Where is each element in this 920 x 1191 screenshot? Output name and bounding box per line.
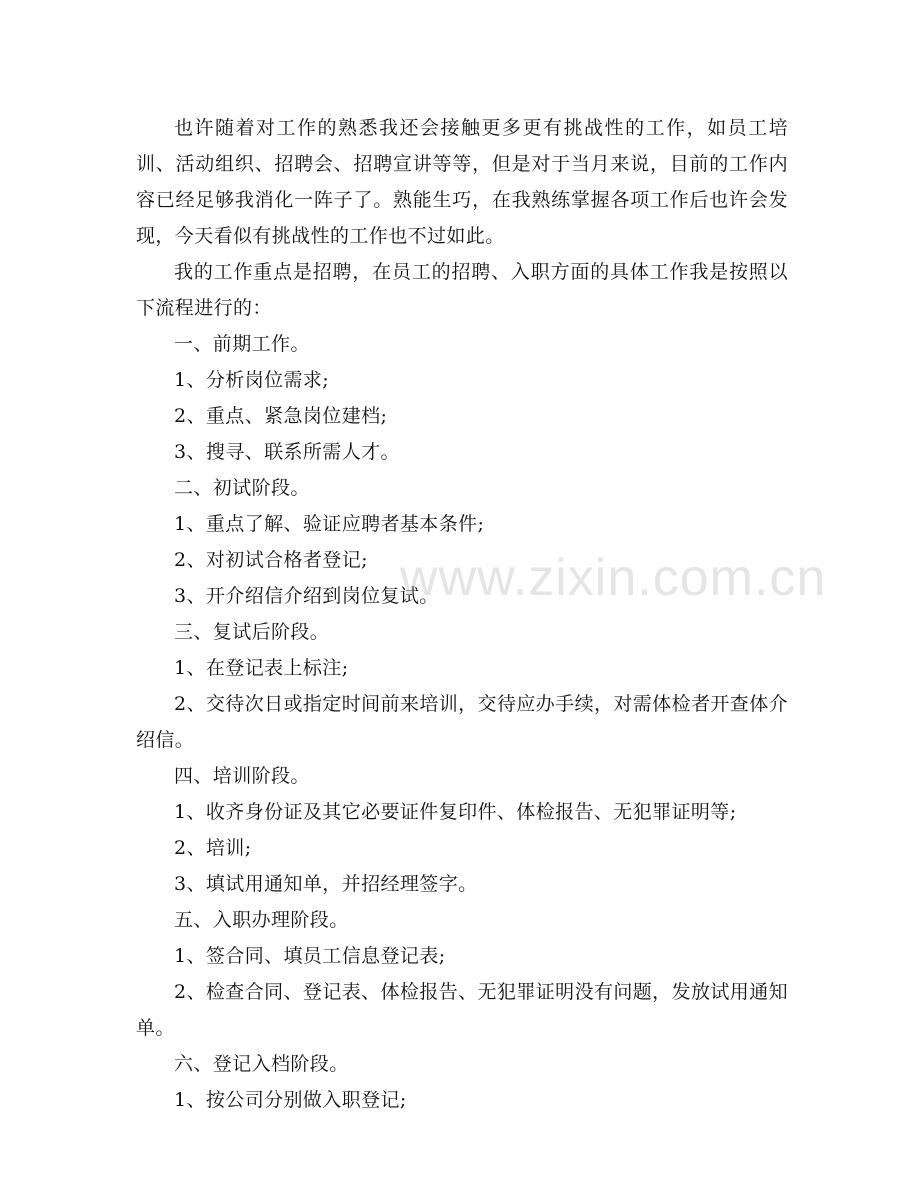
paragraph: 我的工作重点是招聘，在员工的招聘、入职方面的具体工作我是按照以下流程进行的： [136,261,788,319]
list-item: 1、收齐身份证及其它必要证件复印件、体检报告、无犯罪证明等; [174,801,737,823]
paragraph: 也许随着对工作的熟悉我还会接触更多更有挑战性的工作，如员工培训、活动组织、招聘会、招聘宣讲等等，但是对于当月来说，目前的工作内容已经足够我消化一阵子了。熟能生巧，在我熟练掌握各项工作后也许会发现，今天看似有挑战性的工作也不过如此。 [136,117,788,247]
watermark: www.zixin.com.cn [400,549,827,607]
list-item: 2、对初试合格者登记; [174,549,368,571]
section-heading: 六、登记入档阶段。 [174,1053,349,1075]
list-item: 1、签合同、填员工信息登记表; [174,945,446,967]
list-item: 3、开介绍信介绍到岗位复试。 [174,585,439,607]
section-heading: 四、培训阶段。 [174,765,310,787]
list-item: 1、按公司分别做入职登记; [174,1089,407,1111]
section-heading: 三、复试后阶段。 [174,621,330,643]
list-item: 2、交待次日或指定时间前来培训，交待应办手续，对需体检者开查体介绍信。 [136,693,788,751]
section-heading: 一、前期工作。 [174,333,310,355]
list-item: 1、分析岗位需求; [174,369,330,391]
section-heading: 二、初试阶段。 [174,477,310,499]
list-item: 3、搜寻、联系所需人才。 [174,441,400,463]
list-item: 1、重点了解、验证应聘者基本条件; [174,513,485,535]
section-heading: 五、入职办理阶段。 [174,909,349,931]
list-item: 2、检查合同、登记表、体检报告、无犯罪证明没有问题，发放试用通知单。 [136,981,788,1039]
list-item: 2、重点、紧急岗位建档; [174,405,388,427]
list-item: 1、在登记表上标注; [174,657,349,679]
document-body [136,110,788,1118]
list-item: 2、培训; [174,837,252,859]
list-item: 3、填试用通知单，并招经理签字。 [174,873,478,895]
